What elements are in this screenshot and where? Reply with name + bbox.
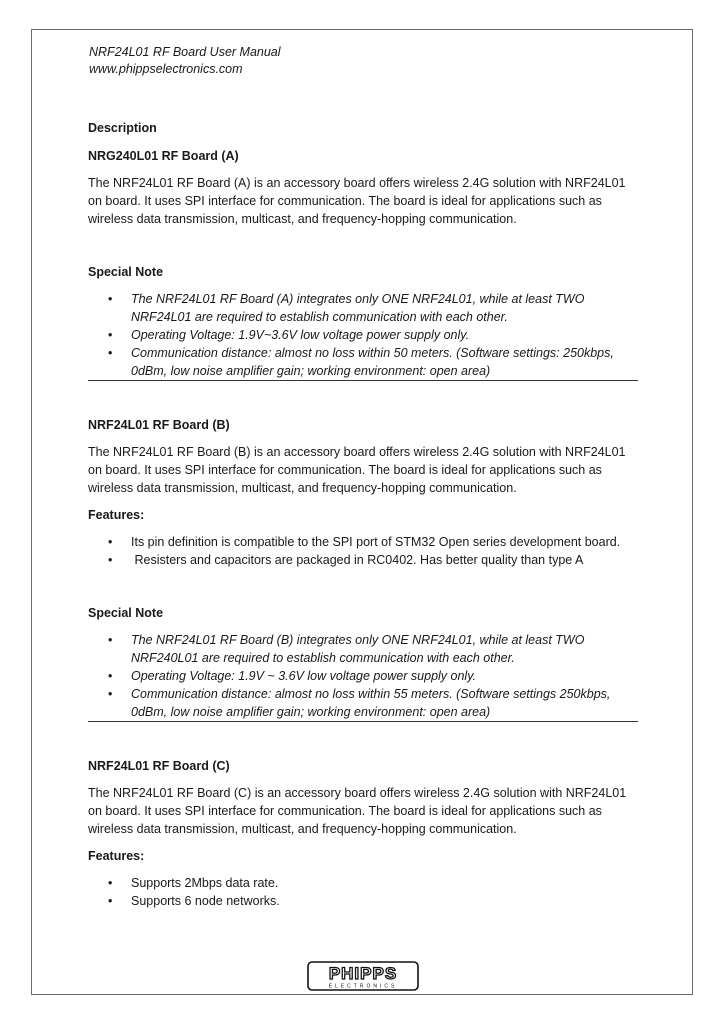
list-item: • Resisters and capacitors are packaged in RC0402. Has better quality than type A: [88, 551, 640, 569]
logo-subtext: ELECTRONICS: [328, 983, 398, 990]
board-c-features-heading: Features:: [88, 849, 145, 863]
list-item: • Supports 6 node networks.: [88, 892, 640, 910]
board-c-description: The NRF24L01 RF Board (C) is an accessory board offers wireless 2.4G solution with NRF24L01 on board. It uses SPI interface for communication. The board is ideal for applications such as wireless data transmission, multicast, and frequency-hopping communication.: [88, 786, 627, 836]
document-body: [88, 119, 640, 910]
board-a-note-heading: Special Note: [88, 265, 164, 279]
board-c-title: NRF24L01 RF Board (C): [88, 759, 230, 773]
manual-title: NRF24L01 RF Board User Manual: [89, 45, 281, 59]
section-divider: [88, 721, 638, 722]
list-item: • Communication distance: almost no loss within 50 meters. (Software settings: 250kbps, 0dBm, low noise amplifier gain; working environment: open area): [88, 344, 640, 380]
list-item: • Operating Voltage: 1.9V~3.6V low voltage power supply only.: [88, 326, 640, 344]
board-b-features-heading: Features:: [88, 508, 145, 522]
list-item: • Its pin definition is compatible to the SPI port of STM32 Open series development board.: [88, 533, 640, 551]
page-header: [89, 44, 281, 78]
board-b-description: The NRF24L01 RF Board (B) is an accessory board offers wireless 2.4G solution with NRF24L01 on board. It uses SPI interface for communication. The board is ideal for applications such as wireless data transmission, multicast, and frequency-hopping communication.: [88, 445, 626, 495]
list-item: • Operating Voltage: 1.9V ~ 3.6V low voltage power supply only.: [88, 667, 640, 685]
list-item: • The NRF24L01 RF Board (A) integrates only ONE NRF24L01, while at least TWO NRF24L01 are required to establish communication with each other.: [88, 290, 640, 326]
website-url: www.phippselectronics.com: [89, 62, 243, 76]
board-b-features: [88, 533, 640, 569]
board-c-features: [88, 874, 640, 910]
board-a-description: The NRF24L01 RF Board (A) is an accessory board offers wireless 2.4G solution with NRF24L01 on board. It uses SPI interface for communication. The board is ideal for applications such as wireless data transmission, multicast, and frequency-hopping communication.: [88, 176, 626, 226]
board-b-title: NRF24L01 RF Board (B): [88, 418, 230, 432]
board-b-notes: [88, 631, 640, 721]
logo-text: PHIPPS: [328, 964, 398, 983]
board-b-note-heading: Special Note: [88, 606, 164, 620]
list-item: • Supports 2Mbps data rate.: [88, 874, 640, 892]
phipps-logo: [307, 961, 419, 991]
description-heading: Description: [88, 121, 157, 135]
section-divider: [88, 380, 638, 381]
board-a-title: NRG240L01 RF Board (A): [88, 149, 239, 163]
list-item: • Communication distance: almost no loss within 55 meters. (Software settings 250kbps, 0dBm, low noise amplifier gain; working environment: open area): [88, 685, 640, 721]
board-a-notes: [88, 290, 640, 380]
list-item: • The NRF24L01 RF Board (B) integrates only ONE NRF24L01, while at least TWO NRF240L01 are required to establish communication with each other.: [88, 631, 640, 667]
